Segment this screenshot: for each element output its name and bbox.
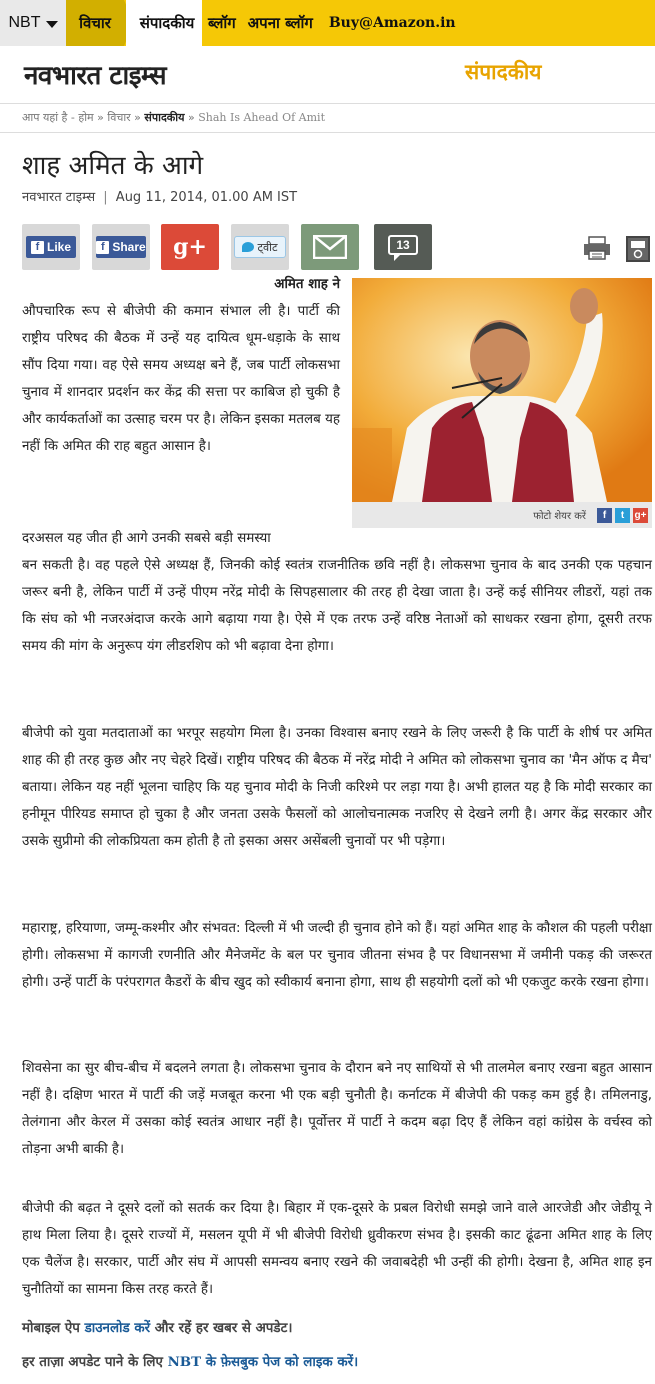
fb-link-rest: के फ़ेसबुक पेज को लाइक करें। [201, 1355, 359, 1370]
top-nav [0, 0, 655, 46]
app-suffix: और रहें हर खबर से अपडेट। [150, 1321, 293, 1336]
byline-author: नवभारत टाइम्स [22, 190, 96, 205]
byline-date: Aug 11, 2014, 01.00 AM IST [115, 190, 298, 205]
facebook-icon[interactable]: f [597, 508, 612, 523]
site-logo[interactable]: नवभारत टाइम्स [24, 61, 167, 91]
comments-button[interactable] [374, 224, 432, 270]
byline-sep: | [103, 190, 108, 205]
article-paragraph-2: बन सकती है। वह पहले ऐसे अध्यक्ष हैं, जिनकी कोई स्वतंत्र राजनीतिक छवि नहीं है। लोकसभा चुनाव के बाद उनकी एक पहचान जरूर बनी है, लेकिन पार्टी में उन्हें पीएम नरेंद्र मोदी के सिपहसालार की तरह ही देखा जाता है। उन्हें कई सीनियर लीडरों, यहां तक कि संघ को भी नजरअंदाज करके आगे बढ़ाया गया है। ऐसे में एक तरफ उन्हें वरिष्ठ नेताओं को साधकर रखना होगा, दूसरी तरफ समय की मांग के अनुरूप यंग लीडरशिप को भी बढ़ावा देना होगा। [22, 558, 652, 654]
byline [22, 187, 297, 205]
article-paragraph-4: महाराष्ट्र, हरियाणा, जम्मू-कश्मीर और संभवत: दिल्ली में भी जल्दी ही चुनाव होने को हैं। यहां अमित शाह के कौशल की पहली परीक्षा होगी। लोकसभा में कागजी रणनीति और मैनेजमेंट के बल पर चुनाव जीतना संभव है पर विधानसभा में जमीनी पकड़ की जरूरत होगी। उन्हें पार्टी के परंपरागत कैडरों के बीच खुद को स्वीकार्य बनाना होगा, साथ ही सहयोगी दलों को भी एकजुट करके रखना होगा। [22, 921, 652, 990]
fb-like-inner [26, 236, 76, 258]
section-title[interactable]: संपादकीय [465, 60, 542, 84]
breadcrumb-prefix: आप यहां है - [22, 111, 79, 124]
google-plus-icon[interactable]: g+ [634, 509, 647, 521]
article-paragraph-1 [22, 271, 340, 460]
google-plus-button[interactable] [161, 224, 219, 270]
facebook-share-button[interactable] [92, 224, 150, 270]
breadcrumb-vichar[interactable]: विचार [107, 111, 131, 124]
comment-count: 13 [396, 238, 410, 252]
app-download-link[interactable]: डाउनलोड करें [84, 1321, 151, 1336]
breadcrumb-home[interactable]: होम [78, 111, 94, 124]
masthead [0, 46, 655, 104]
nbt-label: NBT [8, 14, 41, 31]
photo-illustration [352, 278, 652, 502]
facebook-page-promo [22, 1352, 358, 1370]
paragraph-lead: अमित शाह ने [274, 277, 340, 292]
twitter-bird-icon [242, 242, 254, 252]
photo-share-bar [352, 502, 652, 528]
text-size-icon[interactable] [626, 236, 650, 262]
facebook-icon: f [31, 241, 44, 254]
app-prefix: मोबाइल ऐप [22, 1321, 85, 1336]
print-icon[interactable] [583, 236, 611, 260]
tweet-label: ट्वीट [257, 240, 278, 254]
article-paragraph-5: शिवसेना का सुर बीच-बीच में बदलने लगता है। लोकसभा चुनाव के दौरान बने नए साथियों से भी तालमेल बनाए रखना बहुत आसान नहीं है। दक्षिण भारत में पार्टी की जड़ें मजबूत करना भी एक बड़ी चुनौती है। कर्नाटक में बीजेपी की पकड़ कम हुई है। तमिलनाडु, तेलंगाना और केरल में उसका कोई स्वतंत्र आधार नहीं है। पूर्वोत्तर में पार्टी ने कदम बढ़ा दिए हैं लेकिन वहां कांग्रेस के वर्चस्व को तोड़ना अभी बाकी है। [22, 1061, 652, 1157]
photo-share-label: फोटो शेयर करें [533, 511, 586, 522]
nav-vichar[interactable]: विचार [66, 0, 124, 46]
nav-apna-blog[interactable]: अपना ब्लॉग [247, 14, 313, 32]
facebook-page-link[interactable] [168, 1355, 359, 1370]
breadcrumb [22, 110, 325, 125]
article-photo[interactable] [352, 278, 652, 502]
fb-share-inner [96, 236, 146, 258]
fb-prefix: हर ताज़ा अपडेट पाने के लिए [22, 1355, 168, 1370]
email-button[interactable] [301, 224, 359, 270]
divider [0, 132, 655, 133]
article-paragraph-3: बीजेपी को युवा मतदाताओं का भरपूर सहयोग मिला है। उनका विश्वास बनाए रखने के लिए जरूरी है कि पार्टी के शीर्ष पर अमित शाह की ही तरह कुछ और नए चेहरे दिखें। राष्ट्रीय परिषद की बैठक में नरेंद्र मोदी ने अमित को लोकसभा चुनाव का 'मैन ऑफ द मैच' बताया। लेकिन यह नहीं भूलना चाहिए कि यह चुनाव मोदी के निजी करिश्मे पर लड़ा गया है। अभी हालत यह है कि मोदी सरकार का हनीमून पीरियड समाप्त हो चुका है और जनता उसके फैसलों को आलोचनात्मक नजरिए से देखने लगी है। अगर केंद्र सरकार और उसके सुप्रीमो की लोकप्रियता कम होती है तो इसका असर असेंबली चुनावों पर भी पड़ेगा। [22, 726, 652, 849]
nav-amazon[interactable]: Buy@Amazon.in [328, 15, 456, 31]
fb-link-nbt: NBT [167, 1354, 202, 1370]
fb-share-label: Share [112, 240, 146, 254]
nav-blog[interactable]: ब्लॉग [208, 14, 236, 32]
envelope-icon [313, 235, 347, 259]
twitter-icon[interactable]: t [615, 508, 630, 523]
facebook-like-button[interactable] [22, 224, 80, 270]
breadcrumb-sep: » [130, 111, 145, 124]
breadcrumb-sep: » [93, 111, 108, 124]
fb-like-label: Like [46, 240, 71, 254]
paragraph-text: औपचारिक रूप से बीजेपी की कमान संभाल ली है। पार्टी की राष्ट्रीय परिषद की बैठक में उन्हें यह दायित्व धूम-धड़ाके के साथ सौंप दिया गया। वह ऐसे समय अध्यक्ष बने हैं, जब पार्टी लोकसभा चुनाव में शानदार प्रदर्शन कर केंद्र की सत्ता पर काबिज हो चुकी है और कार्यकर्ताओं का उत्साह चरम पर है। लेकिन इसका मतलब यह नहीं कि अमित की राह बहुत आसान है। [22, 304, 340, 454]
tweet-button[interactable] [231, 224, 289, 270]
app-download-promo [22, 1318, 292, 1336]
facebook-icon: f [96, 241, 109, 254]
breadcrumb-sep: » [184, 111, 199, 124]
article-paragraph-2-start: दरअसल यह जीत ही आगे उनकी सबसे बड़ी समस्या [22, 531, 271, 546]
breadcrumb-last: Shah Is Ahead Of Amit [198, 111, 325, 124]
comment-icon [388, 235, 418, 255]
breadcrumb-current[interactable]: संपादकीय [144, 111, 185, 124]
gplus-label: g+ [173, 234, 207, 260]
caret-down-icon [46, 21, 58, 28]
tweet-inner [234, 236, 286, 258]
article-paragraph-6: बीजेपी की बढ़त ने दूसरे दलों को सतर्क कर दिया है। बिहार में एक-दूसरे के प्रबल विरोधी समझे जाने वाले आरजेडी और जेडीयू ने हाथ मिला लिया है। दूसरे राज्यों में, मसलन यूपी में भी बीजेपी विरोधी ध्रुवीकरण संभव है। इसकी काट ढूंढना अमित शाह के लिए एक चैलेंज है। सरकार, पार्टी और संघ में आपसी समन्वय बनाए रखने की जवाबदेही भी उन्हीं की होगी। देखना है, अमित शाह इन चुनौतियों का सामना किस तरह करते हैं। [22, 1201, 652, 1297]
nbt-menu-button[interactable] [0, 0, 66, 46]
article-headline: शाह अमित के आगे [22, 151, 204, 181]
nav-sampadakiya[interactable]: संपादकीय [126, 0, 202, 46]
text-size-glyph [628, 238, 648, 260]
